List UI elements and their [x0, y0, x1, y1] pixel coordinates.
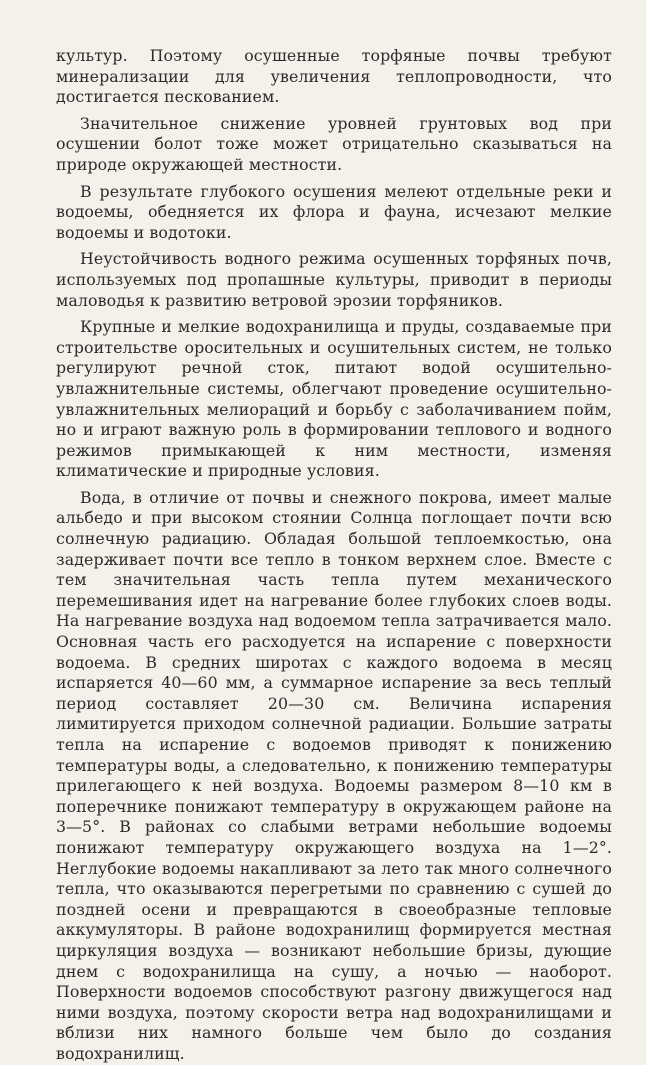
page-body	[56, 46, 612, 1065]
paragraph-water-heat: Вода, в отличие от почвы и снежного покрова, имеет малые альбедо и при высоком стоянии Солнца поглощает почти всю солнечную радиацию. Обладая большой теплоемкостью, она задерживает почти все тепло в тонком верхнем слое. Вместе с тем значительная часть тепла путем механического перемешивания идет на нагревание более глубоких слоев воды. На нагревание воздуха над водоемом тепла затрачивается мало. Основная часть его расходуется на испарение с поверхности водоема. В средних широтах с каждого водоема в месяц испаряется 40—60 мм, а суммарное испарение за весь теплый период составляет 20—30 см. Величина испарения лимитируется приходом солнечной радиации. Большие затраты тепла на испарение с водоемов приводят к понижению температуры воды, а следовательно, к понижению температуры прилегающего к ней воздуха. Водоемы размером 8—10 км в поперечнике понижают температуру в окружающем районе на 3—5°. В районах со слабыми ветрами небольшие водоемы понижают температуру окружающего воздуха на 1—2°. Неглубокие водоемы накапливают за лето так много солнечного тепла, что оказываются перегретыми по сравнению с сушей до поздней осени и превращаются в своеобразные тепловые аккумуляторы. В районе водохранилищ формируется местная циркуляция воздуха — возникают небольшие бризы, дующие днем с водохранилища на сушу, а ночью — наоборот. Поверхности водоемов способствуют разгону движущегося над ними воздуха, поэтому скорости ветра над водохранилищами и вблизи них намного больше чем было до создания водохранилищ.	[56, 487, 612, 1063]
paragraph-reservoirs: Крупные и мелкие водохранилища и пруды, создаваемые при строительстве оросительных и осушительных систем, не только регулируют речной сток, питают водой осушительно-увлажнительные системы, облегчают проведение осушительно-увлажнительных мелиораций и борьбу с заболачиванием пойм, но и играют важную роль в формировании теплового и водного режимов примыкающей к ним местности, изменяя климатические и природные условия.	[56, 317, 612, 481]
paragraph-mineralization: культур. Поэтому осушенные торфяные почвы требуют минерализации для увеличения теплопроводности, что достигается пескованием.	[56, 46, 612, 107]
paragraph-groundwater: Значительное снижение уровней грунтовых вод при осушении болот тоже может отрицательно сказываться на природе окружающей местности.	[56, 113, 612, 174]
paragraph-deep-drainage: В результате глубокого осушения мелеют отдельные реки и водоемы, обедняется их флора и фауна, исчезают мелкие водоемы и водотоки.	[56, 181, 612, 242]
paragraph-water-regime: Неустойчивость водного режима осушенных торфяных почв, используемых под пропашные культуры, приводит в периоды маловодья к развитию ветровой эрозии торфяников.	[56, 249, 612, 310]
